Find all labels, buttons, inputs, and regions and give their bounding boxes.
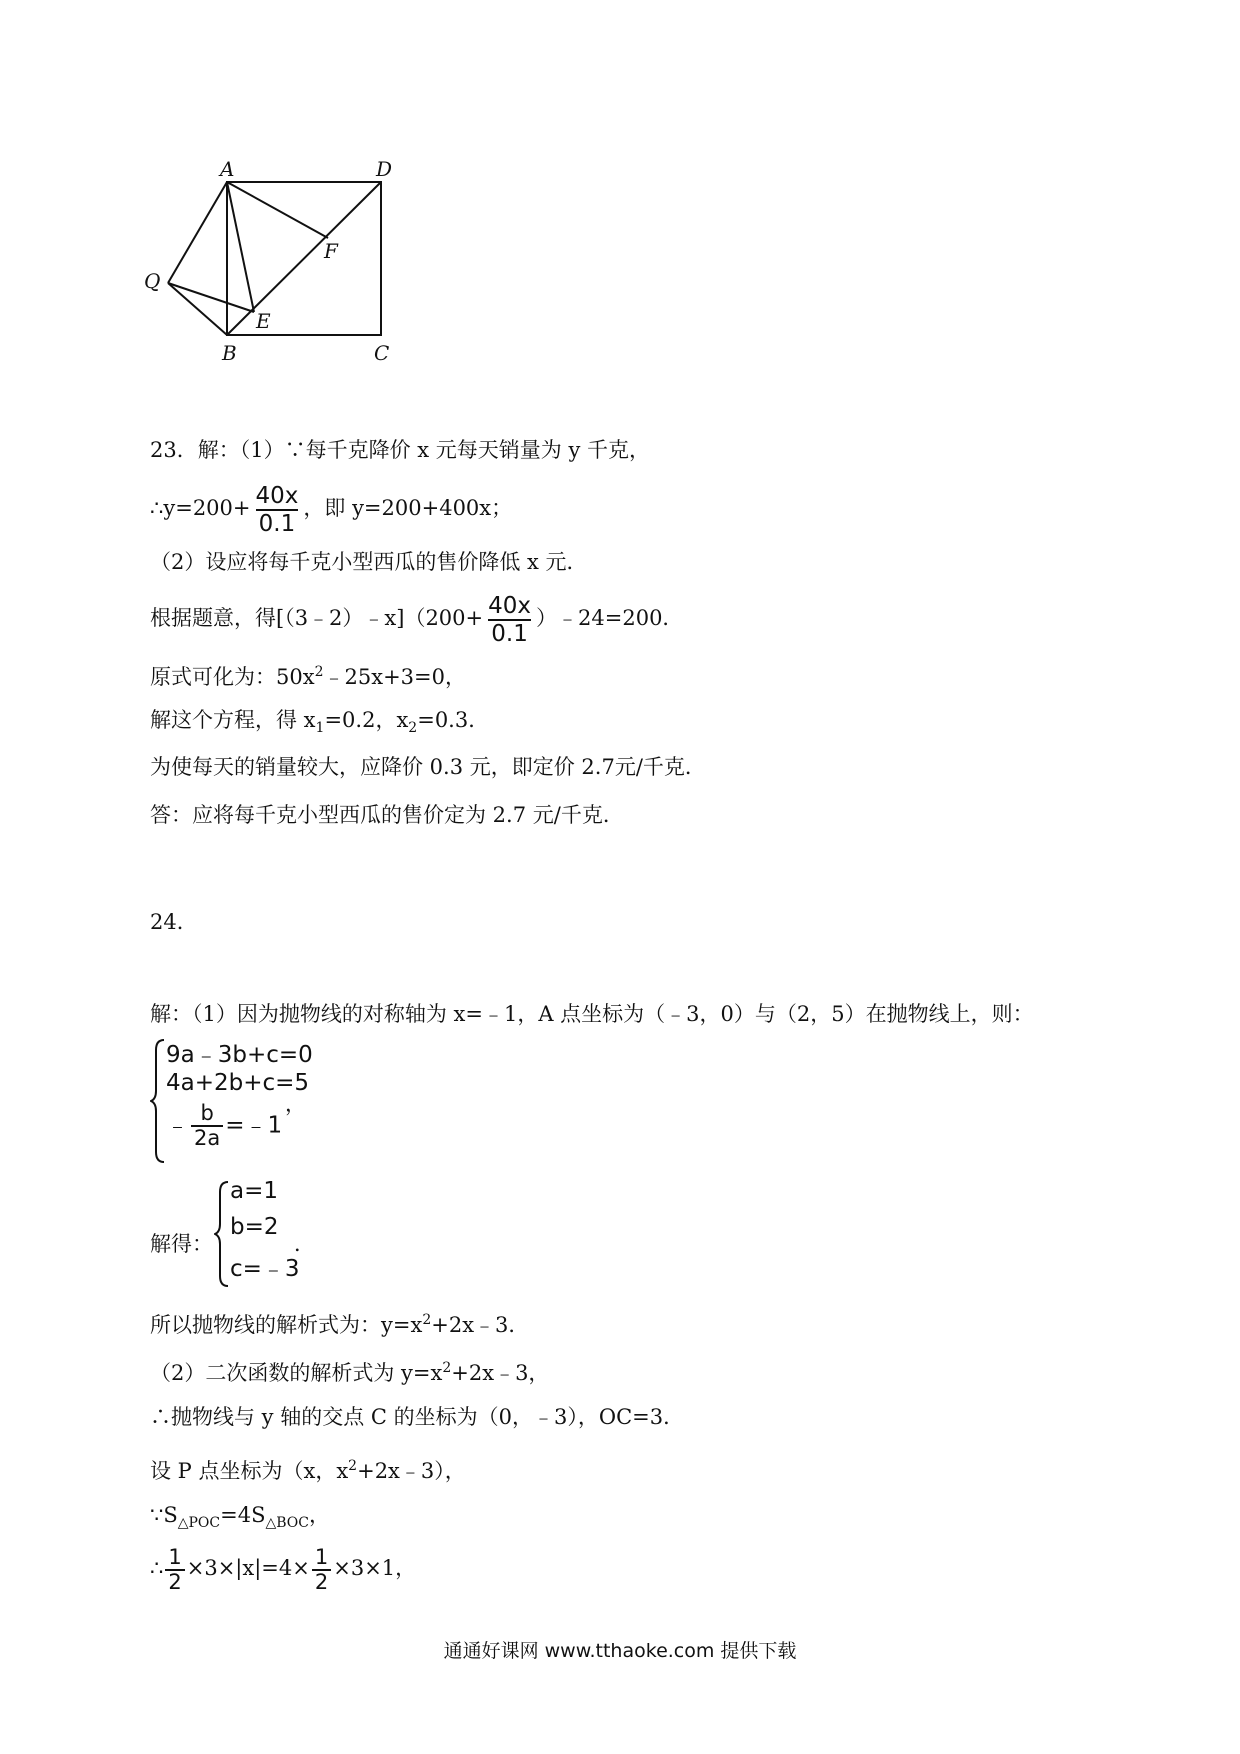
q23-line5 (150, 706, 489, 742)
fraction-denominator: 2 (312, 1569, 331, 1594)
left-brace (150, 1036, 166, 1166)
fraction (165, 1546, 184, 1594)
solve-label: 解得： (150, 1232, 213, 1256)
label-c: C (374, 341, 390, 365)
text-part: 设 P 点坐标为（x，x (150, 1459, 349, 1483)
fraction (191, 1102, 223, 1150)
subscript: 1 (315, 720, 325, 737)
equation-system-1 (150, 1036, 350, 1166)
subscript: △BOC (265, 1515, 309, 1532)
text-part: （2）二次函数的解析式为 y=x (150, 1361, 443, 1385)
system2-row1: a=1 (230, 1178, 278, 1204)
system1-row2: 4a+2b+c=5 (166, 1070, 310, 1096)
q23-line7: 答：应将每千克小型西瓜的售价定为 2.7 元/千克． (150, 803, 624, 827)
fraction-denominator: 2 (165, 1569, 184, 1594)
subscript: 2 (408, 720, 418, 737)
q23-line1-prefix: ∴y=200+ (150, 496, 251, 520)
q23-line1-fraction (253, 483, 302, 537)
text-part: ∵S (150, 1503, 178, 1527)
text-part: =0.2，x (324, 708, 409, 732)
geometry-figure (140, 150, 410, 370)
text-part: 原式可化为：50x (150, 665, 315, 689)
segment-qb (168, 283, 227, 335)
text-part: =﹣1 (225, 1112, 283, 1139)
text-part: ×3×|x|=4× (186, 1556, 310, 1580)
q24-line2 (150, 1354, 549, 1387)
q24-line4 (150, 1452, 466, 1485)
system1-trailing: ， (285, 1092, 306, 1116)
system2-row2: b=2 (230, 1214, 279, 1240)
label-a: A (220, 157, 235, 181)
q24-line3: ∴抛物线与 y 轴的交点 C 的坐标为（0，﹣3），OC=3． (150, 1405, 685, 1429)
text-part: =4S (220, 1503, 266, 1527)
q23-line6: 为使每天的销量较大，应降价 0.3 元，即定价 2.7元/千克． (150, 755, 706, 779)
exponent: 2 (314, 664, 324, 680)
text-part: ﹣25x+3=0， (323, 665, 466, 689)
q23-line3-fraction (485, 593, 534, 647)
segment-qe (168, 283, 254, 312)
q24-line5 (150, 1501, 330, 1537)
text-part: 解这个方程，得 x (150, 708, 316, 732)
text-part: +2x﹣3． (431, 1313, 530, 1337)
segment-af (227, 182, 328, 238)
q24-result (150, 1306, 529, 1339)
segment-bd (227, 182, 381, 335)
fraction-numerator: 40x (255, 482, 299, 509)
text-part: 所以抛物线的解析式为：y=x (150, 1313, 423, 1337)
system1-row3 (166, 1102, 282, 1150)
text-part: ， (309, 1503, 330, 1527)
q24-number: 24． (150, 910, 198, 934)
fraction-denominator: 2a (191, 1125, 223, 1150)
q24-line1: 解：（1）因为抛物线的对称轴为 x=﹣1，A 点坐标为（﹣3，0）与（2，5）在抛物线上，则： (150, 1002, 1034, 1026)
equation-system-2 (214, 1178, 334, 1290)
system1-row1: 9a﹣3b+c=0 (166, 1042, 313, 1068)
text-part: +2x﹣3， (451, 1361, 550, 1385)
q23-line1 (150, 480, 512, 537)
text-part: ﹣ (166, 1112, 189, 1139)
text-part: +2x﹣3）， (357, 1459, 466, 1483)
segment-qa (168, 182, 227, 283)
q23-line3-suffix: ）﹣24=200． (536, 606, 684, 630)
q23-line3-prefix: 根据题意，得[（3﹣2）﹣x]（200+ (150, 606, 484, 630)
fraction-denominator: 0.1 (488, 619, 531, 647)
label-q: Q (144, 269, 161, 293)
fraction-numerator: 40x (488, 592, 532, 619)
text-part: =0.3． (417, 708, 490, 732)
text-part: ×3×1， (333, 1556, 417, 1580)
q23-line4 (150, 658, 466, 691)
page-footer: 通通好课网 www.tthaoke.com 提供下载 (443, 1640, 797, 1662)
system2-row3: c=﹣3 (230, 1256, 300, 1282)
label-f: F (324, 239, 338, 263)
segment-ae (227, 182, 254, 312)
q23-heading: 23．解：（1）∵每千克降价 x 元每天销量为 y 千克， (150, 438, 650, 462)
exponent: 2 (442, 1360, 452, 1376)
exponent: 2 (422, 1312, 432, 1328)
fraction-numerator: 1 (314, 1544, 329, 1569)
fraction-numerator: 1 (168, 1544, 182, 1569)
text-part: ∴ (150, 1556, 164, 1580)
fraction-denominator: 0.1 (256, 509, 299, 537)
q23-line3 (150, 590, 683, 647)
q24-line6 (150, 1540, 416, 1596)
label-e: E (256, 309, 271, 333)
q23-line1-suffix: ，即 y=200+400x； (303, 496, 513, 520)
subscript: △POC (177, 1515, 221, 1532)
system2-trailing: ． (294, 1232, 315, 1256)
q23-line2: （2）设应将每千克小型西瓜的售价降低 x 元． (150, 550, 588, 574)
exponent: 2 (348, 1458, 358, 1474)
label-d: D (376, 157, 393, 181)
fraction (312, 1546, 331, 1594)
fraction-numerator: b (200, 1101, 214, 1125)
left-brace (214, 1178, 230, 1290)
label-b: B (222, 341, 237, 365)
